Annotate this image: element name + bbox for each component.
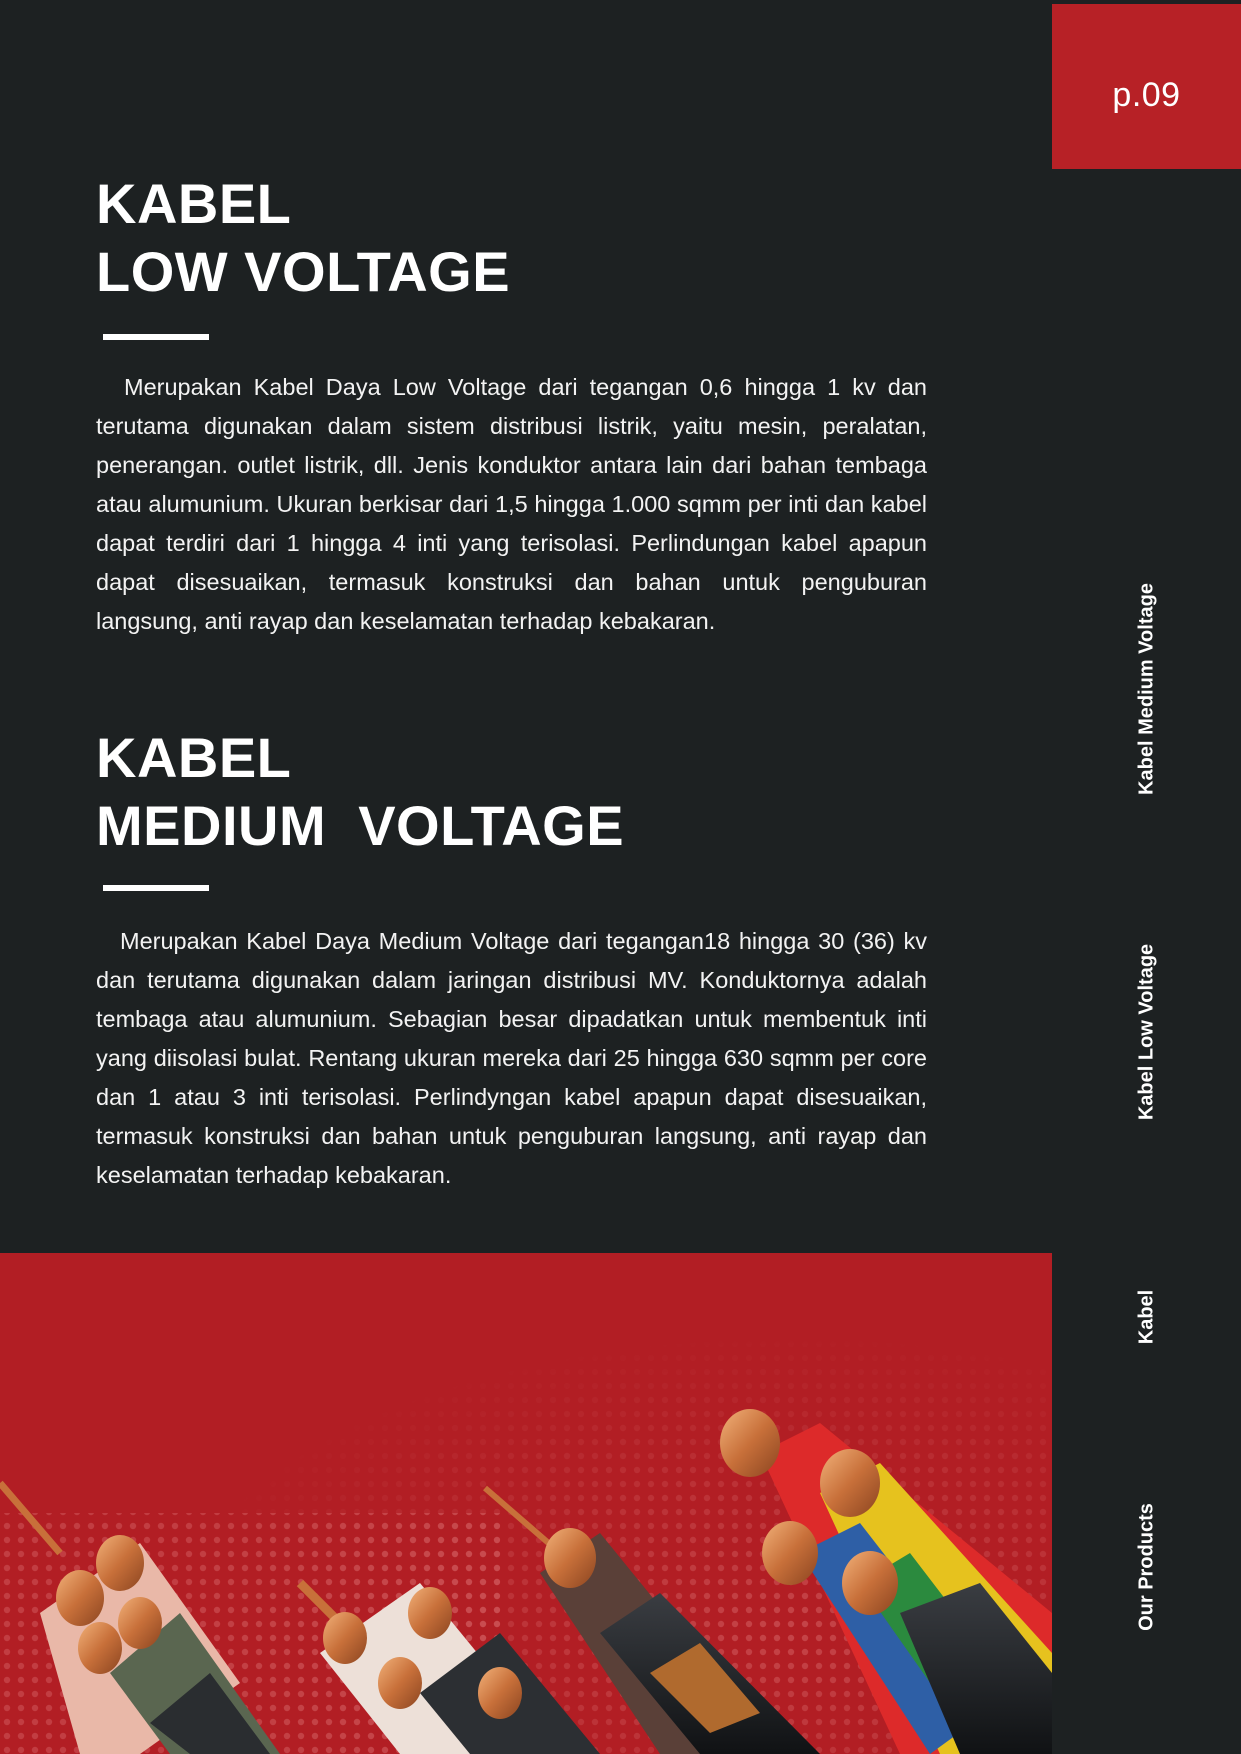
medium-voltage-description: Merupakan Kabel Daya Medium Voltage dari tegangan18 hingga 30 (36) kv dan terutama digunakan dalam jaringan distribusi MV. Konduktornya adalah tembaga atau alumunium. Sebagian besar dipadatkan untuk membentuk inti yang diisolasi bulat. Rentang ukuran mereka dari 25 hingga 630 sqmm per core dan 1 atau 3 inti terisolasi. Perlindyngan kabel apapun dapat disesuaikan, termasuk konstruksi dan bahan untuk penguburan langsung, anti rayap dan keselamatan terhadap kebakaran. (96, 928, 927, 1188)
low-voltage-description: Merupakan Kabel Daya Low Voltage dari tegangan 0,6 hingga 1 kv dan terutama digunakan dalam sistem distribusi listrik, yaitu mesin, peralatan, penerangan. outlet listrik, dll. Jenis konduktor antara lain dari bahan tembaga atau alumunium. Ukuran berkisar dari 1,5 hingga 1.000 sqmm per inti dan kabel dapat terdiri dari 1 hingga 4 inti yang terisolasi. Perlindungan kabel apapun dapat disesuaikan, termasuk konstruksi dan bahan untuk penguburan langsung, anti rayap dan keselamatan terhadap kebakaran. (96, 374, 927, 634)
cable-product-photo (0, 1253, 1052, 1754)
side-nav-label: Kabel Medium Voltage (1135, 583, 1158, 795)
low-voltage-heading-line2: LOW VOLTAGE (96, 240, 511, 303)
low-voltage-heading-underline (103, 334, 209, 340)
side-navigation (1052, 169, 1241, 1754)
low-voltage-heading-line1: KABEL (96, 172, 292, 235)
side-nav-label: Kabel Low Voltage (1135, 943, 1158, 1121)
medium-voltage-heading-line1: KABEL (96, 726, 292, 789)
low-voltage-heading (96, 170, 510, 306)
cable-illustration (0, 1253, 1052, 1754)
page-number-box (1052, 4, 1241, 169)
page-number: p.09 (1112, 76, 1181, 114)
side-nav-label: Our Products (1135, 1503, 1158, 1631)
medium-voltage-heading (96, 724, 624, 860)
medium-voltage-heading-line2: MEDIUM VOLTAGE (96, 794, 625, 857)
medium-voltage-heading-underline (103, 885, 209, 891)
side-nav-label: Kabel (1135, 1289, 1158, 1345)
